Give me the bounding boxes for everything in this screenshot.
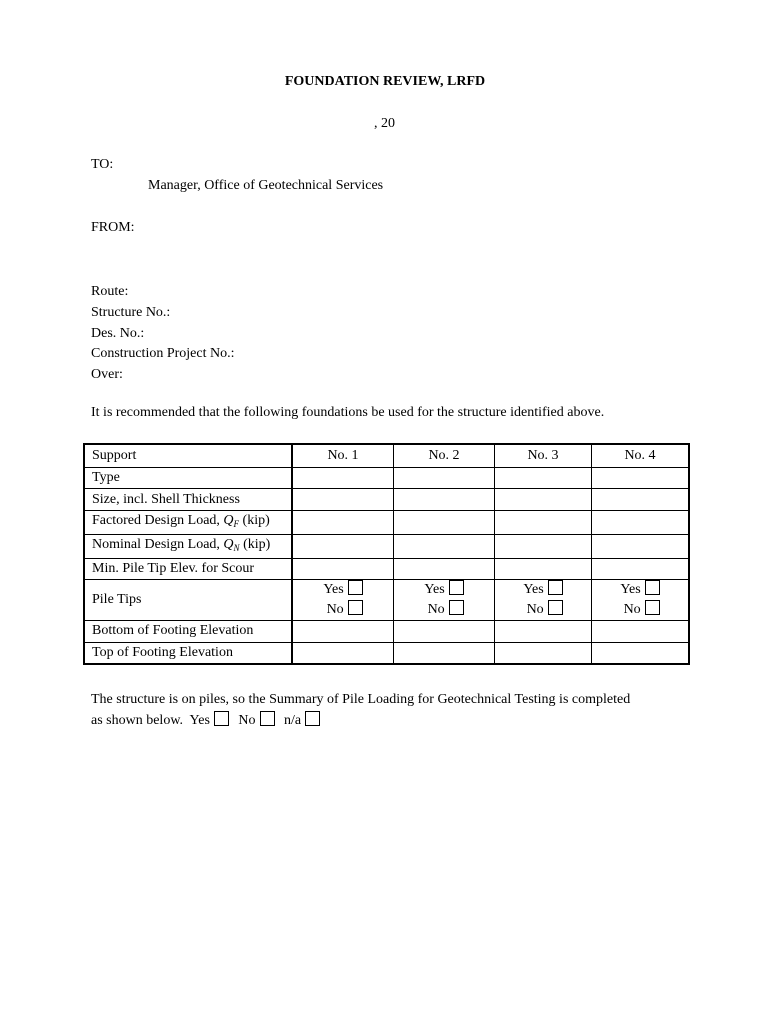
cell-input[interactable]	[592, 468, 690, 489]
cell-input[interactable]	[292, 642, 394, 664]
row-label-bottom-footing: Bottom of Footing Elevation	[84, 621, 292, 642]
cell-input[interactable]	[394, 558, 495, 579]
row-label-min-pile-tip: Min. Pile Tip Elev. for Scour	[84, 558, 292, 579]
cell-input[interactable]	[495, 468, 592, 489]
yes-checkbox[interactable]	[645, 580, 660, 595]
to-recipient: Manager, Office of Geotechnical Services	[148, 178, 384, 193]
pile-summary-statement	[91, 689, 691, 731]
no-checkbox[interactable]	[449, 600, 464, 615]
over-label: Over:	[91, 367, 123, 383]
table-row	[84, 534, 689, 558]
yes-checkbox[interactable]	[348, 580, 363, 595]
cell-input[interactable]	[592, 558, 690, 579]
row-label-pile-tips: Pile Tips	[84, 580, 292, 621]
header-no-4: No. 4	[592, 444, 690, 468]
table-row	[84, 489, 689, 510]
cell-input[interactable]	[495, 642, 592, 664]
cell-input[interactable]	[292, 621, 394, 642]
cell-input[interactable]	[394, 489, 495, 510]
from-label: FROM:	[91, 220, 135, 235]
summary-line-1: The structure is on piles, so the Summary of Pile Loading for Geotechnical Testing is completed	[91, 692, 631, 707]
date-line: , 20	[374, 116, 395, 131]
header-support: Support	[84, 444, 292, 468]
yes-checkbox[interactable]	[449, 580, 464, 595]
row-label-factored-load: Factored Design Load, $Q_F$ (kip)	[84, 510, 292, 534]
table-row	[84, 642, 689, 664]
structure-no-label: Structure No.:	[91, 304, 171, 320]
cell-input[interactable]	[592, 510, 690, 534]
no-checkbox[interactable]	[548, 600, 563, 615]
no-checkbox[interactable]	[645, 600, 660, 615]
summary-line-2: as shown below. Yes No n/a	[91, 710, 691, 731]
cell-input[interactable]	[495, 558, 592, 579]
des-no-label: Des. No.:	[91, 325, 145, 341]
cell-input[interactable]	[394, 468, 495, 489]
cell-input[interactable]	[592, 534, 690, 558]
route-label: Route:	[91, 284, 129, 299]
to-label: TO:	[91, 157, 114, 172]
row-label-nominal-load: Nominal Design Load, $Q_N$ (kip)	[84, 534, 292, 558]
foundation-table	[83, 443, 690, 665]
cell-input[interactable]	[495, 489, 592, 510]
document-title: FOUNDATION REVIEW, LRFD	[284, 74, 486, 89]
cell-input[interactable]	[495, 534, 592, 558]
table-row	[84, 558, 689, 579]
row-label-type: Type	[84, 468, 292, 489]
cell-input[interactable]	[292, 489, 394, 510]
cell-input[interactable]	[394, 642, 495, 664]
cell-input[interactable]	[592, 621, 690, 642]
construction-project-label: Construction Project No.:	[91, 346, 235, 362]
cell-input[interactable]	[292, 558, 394, 579]
pile-tips-cell-3: Yes No	[495, 580, 592, 621]
summary-yes-checkbox[interactable]	[214, 711, 229, 726]
cell-input[interactable]	[592, 489, 690, 510]
cell-input[interactable]	[394, 510, 495, 534]
yes-checkbox[interactable]	[548, 580, 563, 595]
cell-input[interactable]	[495, 510, 592, 534]
table-row	[84, 621, 689, 642]
pile-tips-cell-1: Yes No	[292, 580, 394, 621]
cell-input[interactable]	[292, 468, 394, 489]
table-header-row	[84, 444, 689, 468]
cell-input[interactable]	[292, 510, 394, 534]
table-row-pile-tips	[84, 580, 689, 621]
recommendation-text: It is recommended that the following foundations be used for the structure identified above.	[91, 405, 605, 420]
cell-input[interactable]	[592, 642, 690, 664]
table-row	[84, 468, 689, 489]
pile-tips-cell-4: Yes No	[592, 580, 690, 621]
header-no-3: No. 3	[495, 444, 592, 468]
summary-no-checkbox[interactable]	[260, 711, 275, 726]
cell-input[interactable]	[394, 621, 495, 642]
summary-na-checkbox[interactable]	[305, 711, 320, 726]
row-label-top-footing: Top of Footing Elevation	[84, 642, 292, 664]
structure-info	[91, 282, 235, 386]
table-row	[84, 510, 689, 534]
row-label-size: Size, incl. Shell Thickness	[84, 489, 292, 510]
header-no-1: No. 1	[292, 444, 394, 468]
pile-tips-cell-2: Yes No	[394, 580, 495, 621]
no-checkbox[interactable]	[348, 600, 363, 615]
cell-input[interactable]	[292, 534, 394, 558]
cell-input[interactable]	[394, 534, 495, 558]
header-no-2: No. 2	[394, 444, 495, 468]
cell-input[interactable]	[495, 621, 592, 642]
